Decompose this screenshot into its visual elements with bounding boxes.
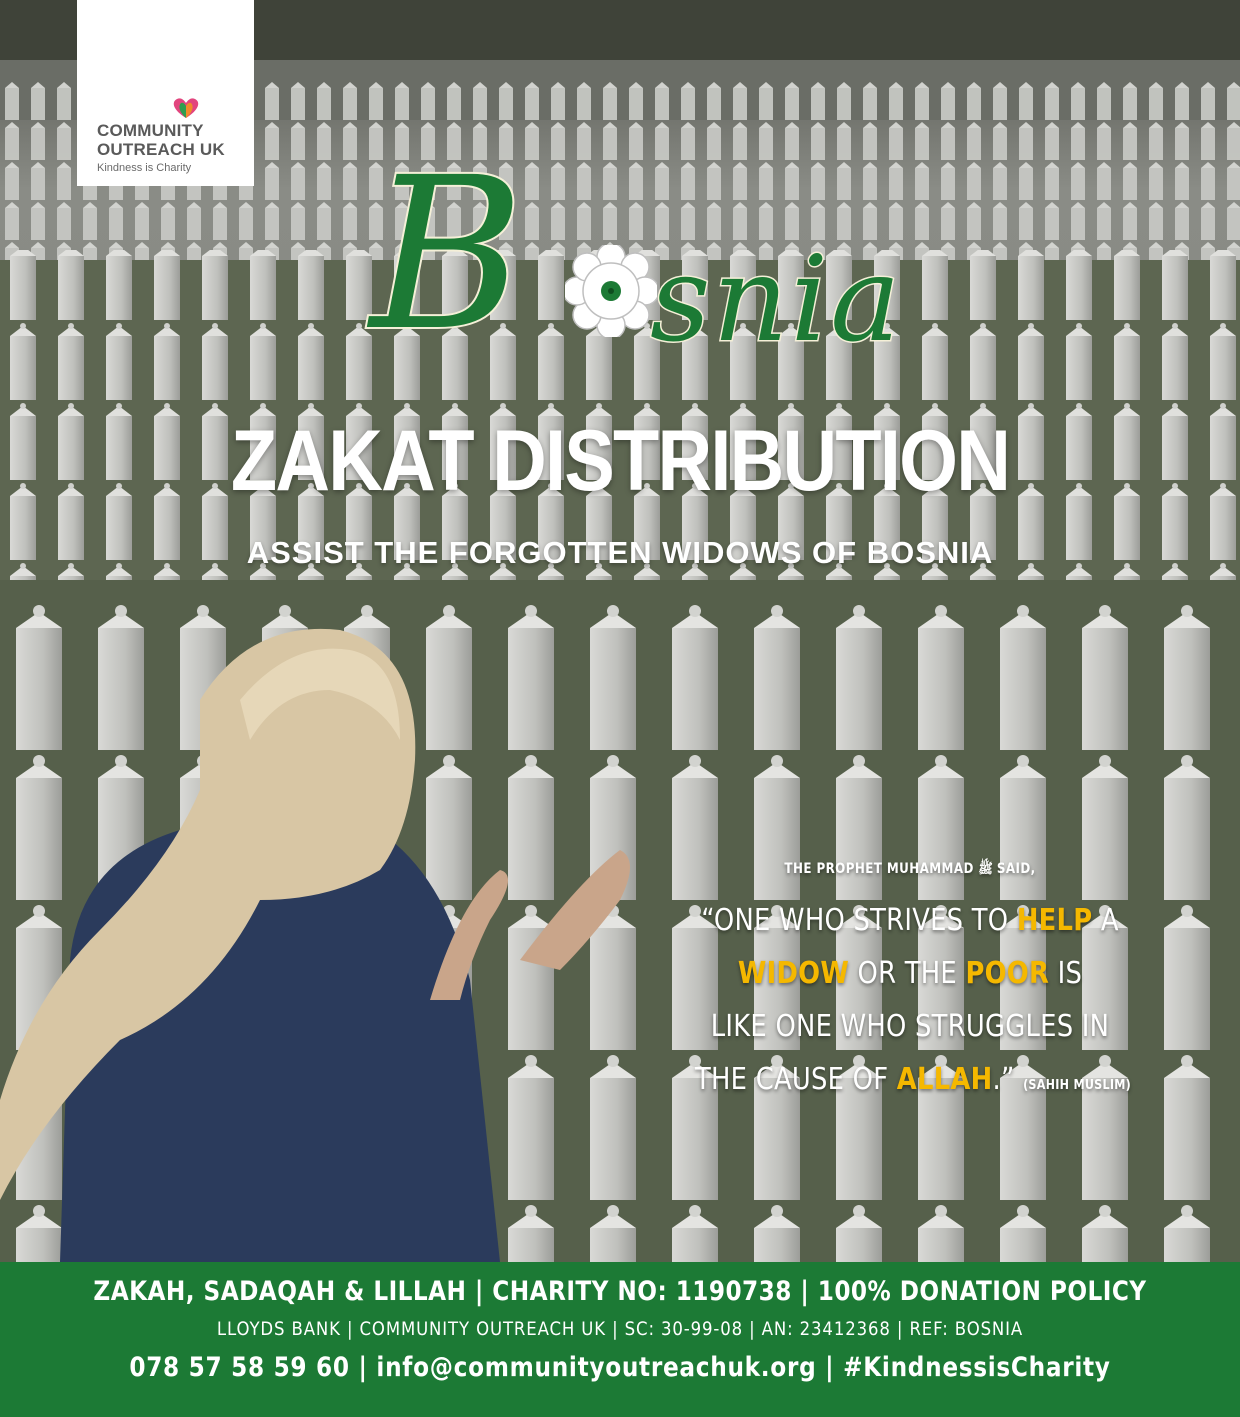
quote-highlight: ALLAH bbox=[896, 1062, 993, 1097]
footer-bank-details: LLOYDS BANK | COMMUNITY OUTREACH UK | SC: 30-99-08 | AN: 23412368 | REF: BOSNIA bbox=[216, 1318, 1024, 1340]
quote-source: (SAHIH MUSLIM) bbox=[1023, 1078, 1132, 1093]
charity-logo-card bbox=[77, 0, 254, 186]
footer-banner bbox=[0, 1262, 1240, 1417]
bosnia-title-first-letter: B bbox=[370, 132, 525, 377]
quote-intro: THE PROPHET MUHAMMAD ﷺ SAID, bbox=[784, 861, 1036, 877]
logo-name-line1: COMMUNITY bbox=[97, 121, 204, 140]
bosnia-title-rest: snia bbox=[650, 230, 903, 368]
quote-highlight: WIDOW bbox=[737, 956, 850, 991]
quote-text: THE CAUSE OF bbox=[695, 1062, 897, 1097]
quote-text: .” bbox=[992, 1062, 1015, 1097]
quote-line-3: LIKE ONE WHO STRUGGLES IN bbox=[710, 1009, 1110, 1044]
quote-highlight: POOR bbox=[965, 956, 1050, 991]
srebrenica-flower-icon bbox=[565, 245, 657, 337]
quote-line-4 bbox=[695, 1053, 1132, 1112]
quote-line-1 bbox=[695, 894, 1125, 947]
quote-text: “ONE WHO STRIVES TO bbox=[701, 903, 1017, 938]
footer-contact: 078 57 58 59 60 | info@communityoutreachuk.org | #KindnessisCharity bbox=[129, 1352, 1111, 1383]
quote-text: IS bbox=[1049, 956, 1083, 991]
quote-highlight: HELP bbox=[1016, 903, 1093, 938]
logo-tagline: Kindness is Charity bbox=[97, 162, 192, 174]
footer-charity-info: ZAKAH, SADAQAH & LILLAH | CHARITY NO: 1190738 | 100% DONATION POLICY bbox=[93, 1276, 1147, 1307]
bosnia-title bbox=[360, 132, 903, 380]
headline: ZAKAT DISTRIBUTION bbox=[230, 413, 1010, 509]
hadith-quote bbox=[660, 860, 1160, 1112]
logo-name-line2: OUTREACH UK bbox=[97, 140, 225, 159]
quote-text: OR THE bbox=[849, 956, 966, 991]
logo-heart-hands-icon bbox=[169, 96, 203, 120]
subheadline: ASSIST THE FORGOTTEN WIDOWS OF BOSNIA bbox=[246, 535, 994, 570]
quote-line-2 bbox=[695, 947, 1125, 1000]
quote-text: A bbox=[1092, 903, 1119, 938]
